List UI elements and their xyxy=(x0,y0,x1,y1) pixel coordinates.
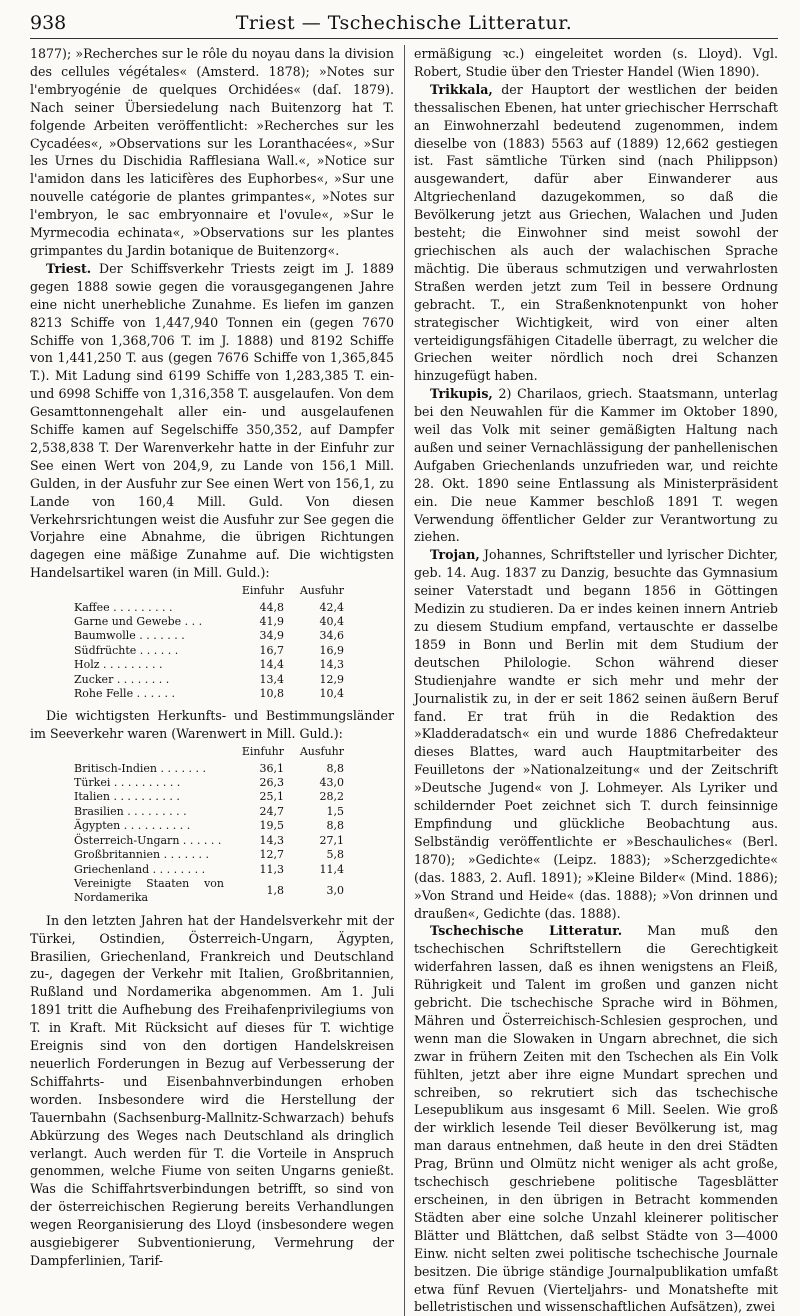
import-value: 10,8 xyxy=(259,687,284,701)
import-value: 16,7 xyxy=(259,643,284,657)
row-label: Türkei . . . . . . . . . . xyxy=(74,776,181,790)
export-value: 27,1 xyxy=(319,833,344,847)
row-label: Österreich-Ungarn . . . . . . xyxy=(74,833,222,847)
table-row xyxy=(70,819,348,833)
import-value: 14,4 xyxy=(259,658,284,672)
paragraph-trade-trends: In den letzten Jahren hat der Handelsverkehr mit der Türkei, Ostindien, Österreich-Ungarn, Ägypten, Brasilien, Griechenland, Frankreich und Deutschland zu-, dagegen der Verkehr mit Italien, Großbritannien, Rußland und Nordamerika abgenommen. Am 1. Juli 1891 tritt die Aufhebung des Freihafenprivilegiums von T. in Kraft. Mit Rücksicht auf dieses für T. wichtige Ereignis sind von den dortigen Handelskreisen neuerlich Forderungen in Bezug auf Verbesserung der Schiffahrts- und Eisenbahnverbindungen erhoben worden. Insbesondere wird die Herstellung der Tauernbahn (Sachsenburg-Mallnitz-Schwarzach) behufs Abkürzung des Weges nach Deutschland als dringlich verlangt. Auch werden für T. die Vorteile in Anspruch genommen, welche Fiume von seiten Ungarns genießt. Was die Schiffahrtsverbindungen betrifft, so sind von der österreichischen Regierung bereits Verhandlungen wegen Reorganisierung des Lloyd (insbesondere wegen ausgiebigerer Subventionierung, Vermehrung der Dampferlinien, Tarif- xyxy=(30,912,394,1268)
entry-trikupis-text: 2) Charilaos, griech. Staatsmann, unterlag bei den Neuwahlen für die Kammer im Oktober 1890, weil das Volk mit seiner gemäßigten Haltung nach außen und seiner Vernachlässigung der panhellenischen Aufgaben Griechenlands unzufrieden war, und reichte 28. Okt. 1890 seine Entlassung als Ministerpräsident ein. Die neue Kammer beschloß 1891 T. wegen Verwendung öffentlicher Gelder zur Verantwortung zu ziehen. xyxy=(414,386,778,545)
entry-triest xyxy=(30,260,394,582)
table-row xyxy=(70,644,348,658)
running-head: Triest — Tschechische Litteratur. xyxy=(235,12,573,34)
table-row xyxy=(70,601,348,615)
table-row xyxy=(70,687,348,701)
table-row xyxy=(70,629,348,643)
two-column-body xyxy=(30,45,778,1316)
entry-trojan-text: Johannes, Schriftsteller und lyrischer Dichter, geb. 14. Aug. 1837 zu Danzig, besuchte das Gymnasium seiner Vaterstadt und begann 1856 in Göttingen Medizin zu studieren. Da er indes keinen innern Antrieb zu diesem Studium empfand, vertauschte er dasselbe 1859 in Bonn und Berlin mit dem Studium der deutschen Philologie. Schon während dieser Studienjahre wandte er sich mehr und mehr der Journalistik zu, in der er seit 1862 seinen äußern Beruf fand. Er trat früh in die Redaktion des »Kladderadatsch« ein und wurde 1886 Chefredakteur dieses Blattes, ward auch Hauptmitarbeiter des Feuilletons der »Nationalzeitung« und der Zeitschrift »Deutsche Jugend« von J. Lohmeyer. Als Lyriker und schildernder Poet zeichnet sich T. durch feinsinnige Empfindung und glückliche Beobachtung aus. Selbständig veröffentlichte er »Beschauliches« (Berl. 1870); »Gedichte« (Leipz. 1883); »Scherzgedichte« (das. 1883, 2. Aufl. 1891); »Kleine Bilder« (Mind. 1886); »Von Strand und Heide« (das. 1888); »Von drinnen und draußen«, Gedichte (das. 1888). xyxy=(414,547,778,921)
row-label: Kaffee . . . . . . . . . xyxy=(74,600,173,614)
lemma-trikkala: Trikkala, xyxy=(430,81,493,97)
lemma-trikupis: Trikupis, xyxy=(430,386,493,402)
export-value: 12,9 xyxy=(319,672,344,686)
import-value: 25,1 xyxy=(259,790,284,804)
table-row xyxy=(70,762,348,776)
import-value: 19,5 xyxy=(259,819,284,833)
col-header-export: Ausfuhr xyxy=(299,584,344,598)
import-value: 14,3 xyxy=(259,833,284,847)
row-label: Südfrüchte . . . . . . xyxy=(74,643,179,657)
export-value: 16,9 xyxy=(319,643,344,657)
lemma-tschechische-litteratur: Tschechische Litteratur. xyxy=(430,923,623,939)
import-value: 24,7 xyxy=(259,804,284,818)
row-label: Garne und Gewebe . . . xyxy=(74,615,203,628)
left-column xyxy=(30,45,394,1316)
entry-continuation: 1877); »Recherches sur le rôle du noyau dans la division des cellules végétales« (Amsterd. 1878); »Notes sur l'embryogénie de quelques Orchidées« (daſ. 1879). Nach seiner Übersiedelung nach Buitenzorg hat T. folgende Arbeiten veröffentlicht: »Recherches sur les Cycadées«, »Observations sur les Loranthacées«, »Sur les Urnes du Dischidia Rafflesiana Wall.«, »Notice sur l'amidon dans les laticifères des Euphorbes«, »Sur une nouvelle catégorie de plantes grimpantes«, »Notes sur l'embryon, le sac embryonnaire et l'ovule«, »Sur le Myrmecodia echinata«, »Observations sur les plantes grimpantes du Jardin botanique de Buitenzorg«. xyxy=(30,46,394,258)
col-header-import: Einfuhr xyxy=(241,584,284,598)
col-header-import: Einfuhr xyxy=(241,745,284,759)
entry-trikupis xyxy=(414,385,778,546)
table-row xyxy=(70,673,348,687)
trade-articles-table xyxy=(70,584,348,701)
trade-countries-table xyxy=(70,745,348,905)
row-label: Baumwolle . . . . . . . xyxy=(74,629,185,643)
import-value: 1,8 xyxy=(266,884,284,898)
export-value: 14,3 xyxy=(319,658,344,672)
import-value: 11,3 xyxy=(259,862,284,876)
table-row xyxy=(70,790,348,804)
row-label: Großbritannien . . . . . . . xyxy=(74,848,210,862)
table-header-row xyxy=(70,584,348,600)
table-row xyxy=(70,805,348,819)
export-value: 34,6 xyxy=(319,629,344,643)
entry-trojan xyxy=(414,546,778,922)
entry-continuation: ermäßigung ꝛc.) eingeleitet worden (s. Lloyd). Vgl. Robert, Studie über den Triester Handel (Wien 1890). xyxy=(414,46,778,79)
table-row xyxy=(70,658,348,672)
lemma-trojan: Trojan, xyxy=(430,547,480,563)
export-value: 10,4 xyxy=(319,687,344,701)
page-number: 938 xyxy=(30,12,67,34)
export-value: 11,4 xyxy=(319,862,344,876)
row-label: Zucker . . . . . . . . xyxy=(74,672,170,686)
table-row xyxy=(70,615,348,629)
entry-tschechische-litteratur-text: Man muß den tschechischen Schriftstellern die Gerechtigkeit widerfahren lassen, daß es ihnen wenigstens an Fleiß, Rührigkeit und Talent im großen und ganzen nicht gebricht. Die tschechische Sprache wird in Böhmen, Mähren und Österreichisch-Schlesien gesprochen, und wenn man die Slowaken in Ungarn abrechnet, die sich zwar in frühern Zeiten mit den Tschechen als Ein Volk fühlten, jetzt aber ihre eigne Mundart sprechen und schreiben, so rekrutiert sich das tschechische Lesepublikum aus insgesamt 6 Mill. Seelen. Wie groß der wirklich lesende Teil dieser Bevölkerung ist, mag man daraus entnehmen, daß heute in den drei Städten Prag, Brünn und Olmütz nicht weniger als acht große, tschechisch geschriebene politische Tagesblätter erscheinen, in den übrigen in Betracht kommenden Städten aber eine solche Unzahl kleinerer politischer Blätter und Blättchen, daß selbst Städte von 3—4000 Einw. nicht selten zwei politische tschechische Journale besitzen. Die übrige ständige Journalpublikation umfaßt etwa fünf Revuen (Vierteljahrs- und Monatshefte mit belletristischen und wissenschaftlichen Aufsätzen), zwei xyxy=(414,923,778,1315)
import-value: 34,9 xyxy=(259,629,284,643)
row-label: Italien . . . . . . . . . . xyxy=(74,790,180,804)
export-value: 28,2 xyxy=(319,790,344,804)
page-header xyxy=(30,8,778,39)
import-value: 44,8 xyxy=(259,600,284,614)
row-label: Griechenland . . . . . . . . xyxy=(74,862,206,876)
table-row xyxy=(70,776,348,790)
export-value: 3,0 xyxy=(326,884,344,898)
column-divider xyxy=(404,45,405,1316)
col-header-export: Ausfuhr xyxy=(299,745,344,759)
table-row xyxy=(70,877,348,906)
row-label: Ägypten . . . . . . . . . . xyxy=(74,819,191,833)
export-value: 42,4 xyxy=(319,600,344,614)
import-value: 13,4 xyxy=(259,672,284,686)
import-value: 36,1 xyxy=(259,761,284,775)
table-header-row xyxy=(70,745,348,761)
export-value: 5,8 xyxy=(326,848,344,862)
export-value: 8,8 xyxy=(326,819,344,833)
entry-trikkala-text: der Hauptort der westlichen der beiden thessalischen Ebenen, hat unter griechischer Herrschaft an Einwohnerzahl bedeutend zugenommen, indem dieselbe von (1883) 5563 auf (1889) 12,662 gestiegen ist. Fast sämtliche Türken sind (nach Philippson) ausgewandert, dafür aber Einwanderer aus Altgriechenland dazugekommen, so daß die Bevölkerung jetzt aus Griechen, Walachen und Juden besteht; die Einwohner sind meist sowohl der griechischen als auch der walachischen Sprache mächtig. Die überaus schmutzigen und verwahrlosten Straßen werden jetzt zum Teil in bessere Ordnung gebracht. T., ein Straßenknotenpunkt von hoher strategischer Wichtigkeit, wird von einer alten verteidigungsfähigen Citadelle überragt, zu welcher die Griechen weiter nördlich noch drei Schanzen hinzugefügt haben. xyxy=(414,81,778,384)
export-value: 8,8 xyxy=(326,761,344,775)
import-value: 41,9 xyxy=(259,615,284,628)
import-value: 26,3 xyxy=(259,776,284,790)
row-label: Vereinigte Staaten von Nordamerika xyxy=(74,876,224,905)
row-label: Britisch-Indien . . . . . . . xyxy=(74,761,206,775)
import-value: 12,7 xyxy=(259,848,284,862)
export-value: 43,0 xyxy=(319,776,344,790)
row-label: Brasilien . . . . . . . . . xyxy=(74,804,187,818)
right-column xyxy=(414,45,778,1316)
paragraph-trade-countries: Die wichtigsten Herkunfts- und Bestimmungsländer im Seeverkehr waren (Warenwert in Mill. Guld.): xyxy=(30,708,394,742)
entry-triest-text: Der Schiffsverkehr Triests zeigt im J. 1889 gegen 1888 sowie gegen die vorausgegangenen Jahre eine nicht unerhebliche Zunahme. Es liefen im ganzen 8213 Schiffe von 1,447,940 Tonnen ein (gegen 7670 Schiffe von 1,368,706 T. im J. 1888) und 8192 Schiffe von 1,441,250 T. aus (gegen 7676 Schiffe von 1,365,845 T.). Mit Ladung sind 6199 Schiffe von 1,283,385 T. ein- und 6998 Schiffe von 1,316,358 T. ausgelaufen. Von dem Gesamttonnengehalt aller ein- und ausgelaufenen Schiffe kamen auf Segelschiffe 350,352, auf Dampfer 2,538,838 T. Der Warenverkehr hatte in der Einfuhr zur See einen Wert von 204,9, zu Lande von 156,1 Mill. Gulden, in der Ausfuhr zur See einen Wert von 156,1, zu Lande von 160,4 Mill. Guld. Von diesen Verkehrsrichtungen weist die Ausfuhr zur See gegen die Vorjahre eine Abnahme, die übrigen Richtungen dagegen eine mäßige Zunahme auf. Die wichtigsten Handelsartikel waren (in Mill. Guld.): xyxy=(30,260,394,581)
table-row xyxy=(70,863,348,877)
entry-tschechische-litteratur xyxy=(414,922,778,1316)
row-label: Holz . . . . . . . . . xyxy=(74,658,163,672)
row-label: Rohe Felle . . . . . . xyxy=(74,687,176,701)
lemma-triest: Triest. xyxy=(46,260,92,276)
table-row xyxy=(70,834,348,848)
export-value: 40,4 xyxy=(319,615,344,628)
entry-trikkala xyxy=(414,81,778,385)
table-row xyxy=(70,848,348,862)
export-value: 1,5 xyxy=(326,804,344,818)
